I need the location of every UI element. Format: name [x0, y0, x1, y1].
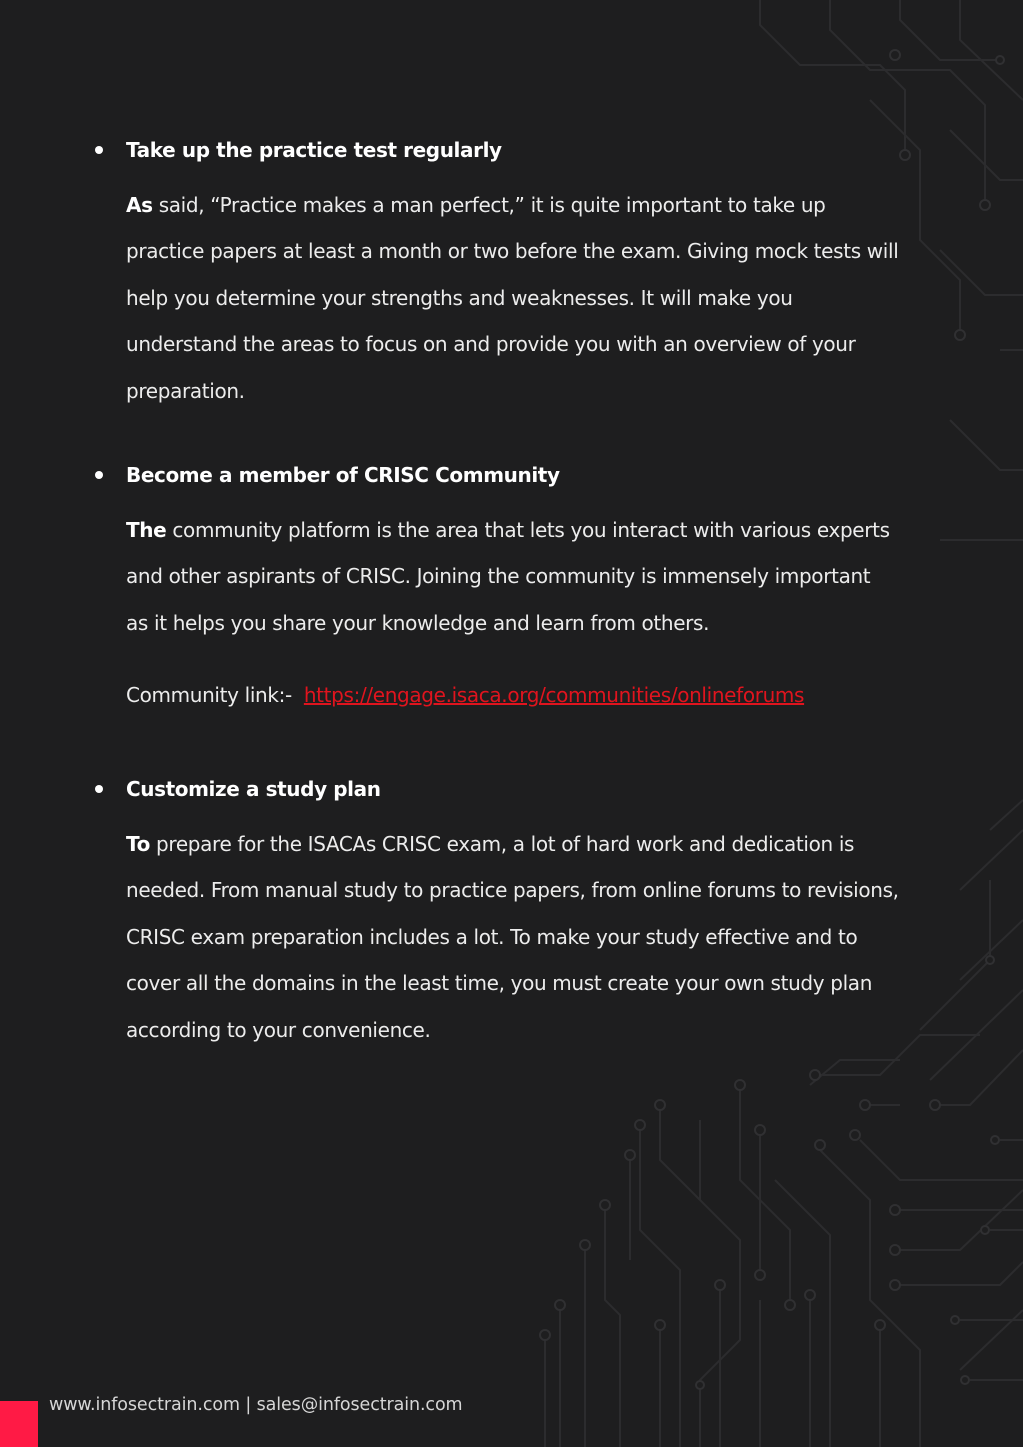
- paragraph-line: as it helps you share your knowledge and learn from others.: [126, 610, 710, 635]
- paragraph-line: cover all the domains in the least time, you must create your own study plan: [126, 971, 873, 996]
- community-link[interactable]: https://engage.isaca.org/communities/onlineforums: [303, 683, 805, 707]
- paragraph-line: [126, 821, 956, 867]
- paragraph-line: [126, 182, 956, 228]
- paragraph-line: preparation.: [126, 378, 245, 403]
- paragraph-line: according to your convenience.: [126, 1017, 431, 1042]
- bullet-icon: [95, 785, 103, 793]
- bullet-icon: [95, 146, 103, 154]
- paragraph-line: [126, 507, 956, 553]
- section-paragraph: [126, 182, 956, 414]
- section-practice-test: [126, 136, 956, 414]
- footer-accent-square: [0, 1401, 38, 1447]
- section-heading: Become a member of CRISC Community: [126, 463, 560, 487]
- paragraph-lead-word: The: [126, 518, 167, 542]
- paragraph-lead-word: As: [126, 193, 153, 217]
- section-heading: Customize a study plan: [126, 777, 381, 801]
- paragraph-line: help you determine your strengths and weaknesses. It will make you: [126, 285, 793, 310]
- paragraph-line: practice papers at least a month or two before the exam. Giving mock tests will: [126, 239, 899, 264]
- paragraph-line: and other aspirants of CRISC. Joining the community is immensely important: [126, 564, 871, 589]
- community-link-label: Community link:-: [126, 683, 292, 707]
- section-study-plan: [126, 775, 956, 1053]
- section-paragraph: [126, 507, 956, 646]
- section-paragraph: [126, 821, 956, 1053]
- paragraph-line: needed. From manual study to practice papers, from online forums to revisions,: [126, 878, 899, 903]
- paragraph-line-text: community platform is the area that lets you interact with various experts: [166, 518, 890, 542]
- section-heading: Take up the practice test regularly: [126, 138, 502, 162]
- footer-contact-text: www.infosectrain.com | sales@infosectrain.com: [49, 1395, 463, 1415]
- community-link-row: [126, 681, 804, 709]
- paragraph-line: CRISC exam preparation includes a lot. To make your study effective and to: [126, 924, 858, 949]
- bullet-icon: [95, 471, 103, 479]
- paragraph-line-text: prepare for the ISACAs CRISC exam, a lot of hard work and dedication is: [150, 832, 855, 856]
- paragraph-line-text: said, “Practice makes a man perfect,” it is quite important to take up: [152, 193, 826, 217]
- section-community: [126, 461, 956, 646]
- paragraph-lead-word: To: [126, 832, 151, 856]
- paragraph-line: understand the areas to focus on and provide you with an overview of your: [126, 332, 856, 357]
